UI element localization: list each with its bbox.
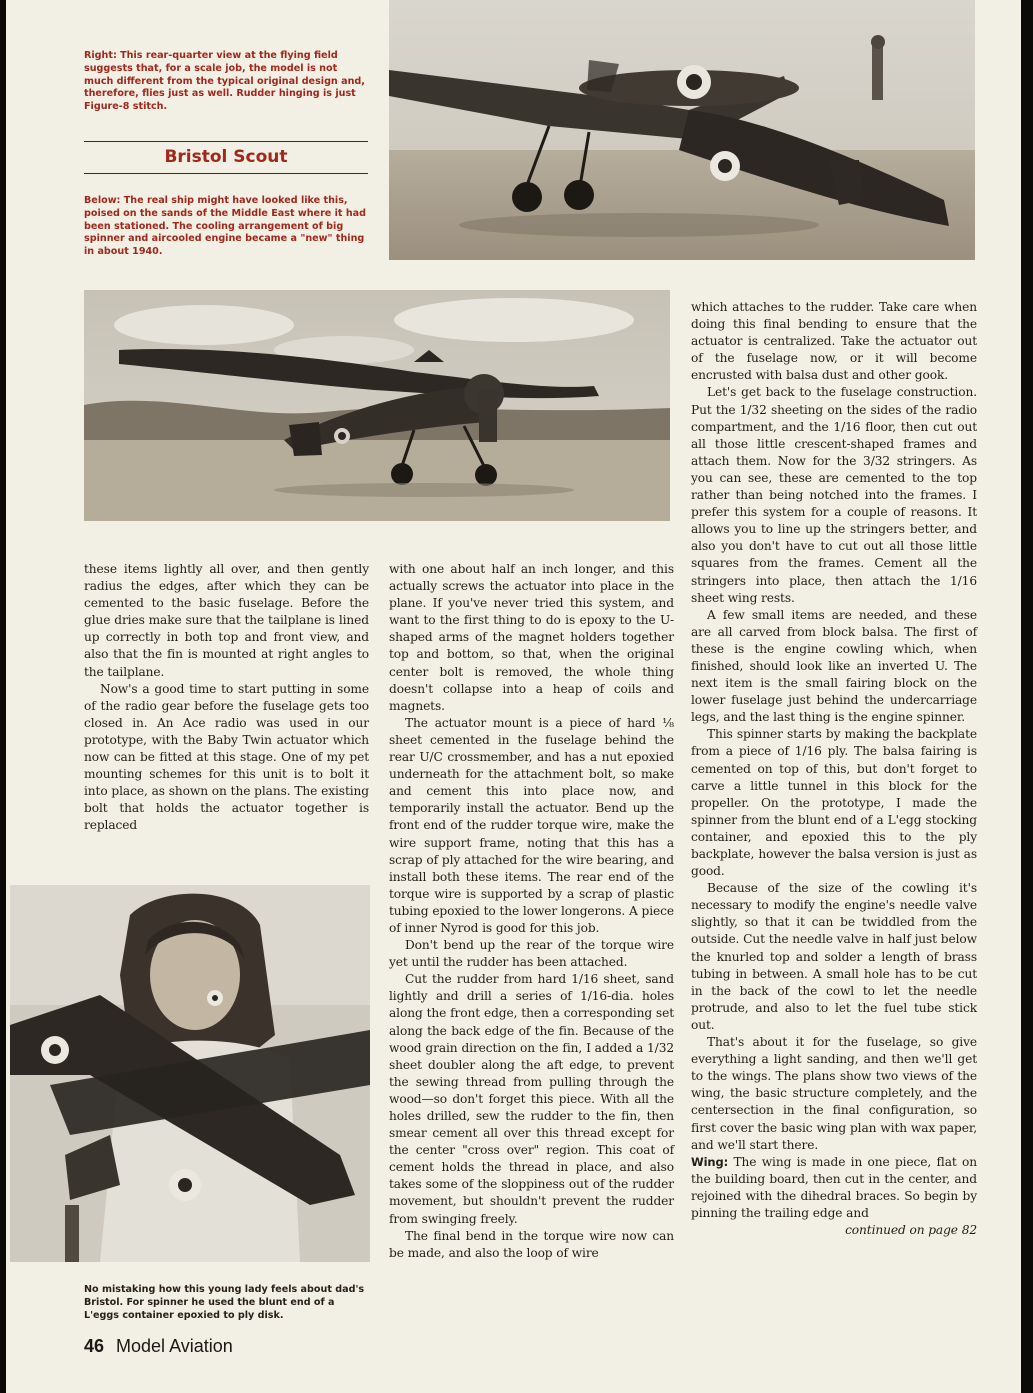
page-footer (84, 1336, 233, 1357)
caption-rear-quarter: Right: This rear-quarter view at the flying field suggests that, for a scale job, the model is not much different from the typical original design and, therefore, flies just as well. Rudder hinging is just Figure-8 stitch. (84, 50, 365, 113)
paragraph: The final bend in the torque wire now can be made, and also the loop of wire (389, 1228, 674, 1260)
page-number: 46 (84, 1336, 105, 1356)
text-column-middle (389, 561, 674, 1262)
caption-young-lady: No mistaking how this young lady feels about dad's Bristol. For spinner he used the blunt end of a L'eggs container epoxied to ply disk. (84, 1284, 365, 1321)
photo-real-ship-desert (84, 290, 670, 521)
paragraph: which attaches to the rudder. Take care when doing this final bending to ensure that the actuator is centralized. Take the actuator out of the fuselage now, or it will become encrusted with balsa dust and other gook. (691, 300, 977, 383)
paragraph: Cut the rudder from hard 1/16 sheet, sand lightly and drill a series of 1/16-dia. holes along the front edge, then a corresponding set along the back edge of the fin. Because of the wood grain direction on the fin, I added a 1/32 sheet doubler along the aft edge, to prevent the sewing thread from pulling through the wood—so don't forget this piece. With all the holes drilled, sew the rudder to the fin, then smear cement all over this thread except for the center "cross over" region. This coat of cement holds the thread in place, and also takes some of the sloppiness out of the rudder movement, but shouldn't prevent the rudder from swinging freely. (389, 972, 674, 1226)
photo-rear-quarter-view (389, 0, 975, 260)
paragraph: A few small items are needed, and these are all carved from block balsa. The first of these is the engine cowling which, when finished, should look like an inverted U. The next item is the small fairing block on the lower fuselage just behind the undercarriage legs, and the last thing is the engine spinner. (691, 607, 977, 725)
text-column-right (691, 299, 977, 1239)
heading-rule-top (84, 141, 368, 142)
heading-rule-bottom (84, 173, 368, 174)
caption-real-ship: Below: The real ship might have looked like this, poised on the sands of the Middle East where it had been stationed. The cooling arrangement of big spinner and aircooled engine became a "new" thing in about 1940. (84, 195, 367, 258)
wing-runin-label: Wing: (691, 1154, 729, 1169)
paragraph: Don't bend up the rear of the torque wire yet until the rudder has been attached. (389, 938, 674, 970)
scan-edge-right (1021, 0, 1033, 1393)
paragraph: That's about it for the fuselage, so give everything a light sanding, and then we'll get to the wings. The plans show two views of the wing, the basic structure completely, and the centersection in the final configuration, so first cover the basic wing plan with wax paper, and we'll start there. (691, 1035, 977, 1152)
paragraph: Let's get back to the fuselage construction. Put the 1/32 sheeting on the sides of the radio compartment, and the 1/16 floor, then cut out all those little crescent-shaped frames and attach them. Now for the 3/32 stringers. As you can see, these are cemented to the top rather than being notched into the frames. I prefer this system for a couple of reasons. It allows you to line up the stringers better, and also you don't have to cut out all those little squares from the frames. Cement all the stringers into place, then attach the 1/16 sheet wing rests. (691, 385, 977, 605)
paragraph: Now's a good time to start putting in some of the radio gear before the fuselage gets too closed in. An Ace radio was used in our prototype, with the Baby Twin actuator which now can be fitted at this stage. One of my pet mounting schemes for this unit is to bolt it into place, as shown on the plans. The existing bolt that holds the actuator together is replaced (84, 681, 369, 833)
paragraph: Because of the size of the cowling it's necessary to modify the engine's needle valve slightly, so that it can be twiddled from the outside. Cut the needle valve in half just below the knurled top and solder a length of brass tubing in between. A small hole has to be cut in the back of the cowl to let the needle protrude, and also to let the fuel tube stick out. (691, 881, 977, 1032)
paragraph: with one about half an inch longer, and this actually screws the actuator into place in the plane. If you've never tried this system, and want to the first thing to do is epoxy to the U-shaped arms of the magnet holders together top and bottom, so that, when the original center bolt is removed, the whole thing doesn't collapse into a heap of coils and magnets. (389, 562, 674, 713)
paragraph: This spinner starts by making the backplate from a piece of 1/16 ply. The balsa fairing is cemented on top of this, but don't forget to carve a little tunnel in this block for the propeller. On the prototype, I made the spinner from the blunt end of a L'egg stocking container, and epoxied this to the ply backplate, however the balsa version is just as good. (691, 727, 977, 879)
magazine-name: Model Aviation (116, 1336, 233, 1356)
paragraph-wing (691, 1154, 977, 1222)
photo-young-lady-with-model (10, 885, 370, 1262)
continued-note: continued on page 82 (845, 1223, 977, 1238)
wing-text: The wing is made in one piece, flat on the building board, then cut in the center, and rejoined with the dihedral braces. So begin by pinning the trailing edge and (691, 1154, 977, 1220)
article-heading: Bristol Scout (164, 147, 288, 167)
text-column-left (84, 561, 369, 835)
paragraph: these items lightly all over, and then gently radius the edges, after which they can be cemented to the basic fuselage. Before the glue dries make sure that the tailplane is lined up correctly in both top and front view, and also that the fin is mounted at right angles to the tailplane. (84, 562, 369, 679)
scan-edge-left (0, 0, 6, 1393)
paragraph: The actuator mount is a piece of hard ⅛ sheet cemented in the fuselage behind the rear U/C crossmember, and has a nut epoxied underneath for the attachment bolt, so make and cement this into place now, and temporarily install the actuator. Bend up the front end of the rudder torque wire, make the wire support frame, noting that this has a scrap of ply attached for the wire bearing, and install both these items. The rear end of the torque wire is supported by a scrap of plastic tubing epoxied to the lower longerons. A piece of inner Nyrod is good for this job. (389, 715, 674, 935)
